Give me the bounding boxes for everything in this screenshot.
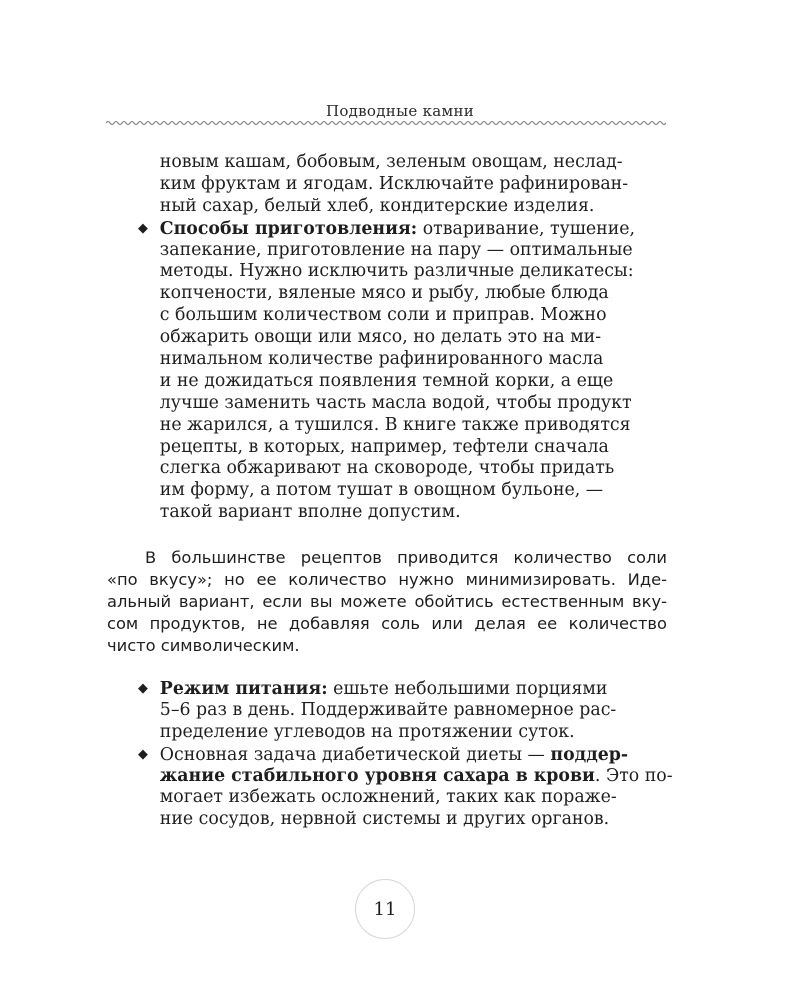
text-line: запекание, приготовление на пару — оптимальные: [159, 239, 633, 260]
text-line: обжарить овощи или мясо, но делать это на ми-: [159, 327, 602, 348]
diamond-bullet-icon: ◆: [138, 681, 148, 696]
text-line: слегка обжаривают на сковороде, чтобы придать: [159, 458, 615, 479]
page-number-badge: [355, 879, 415, 939]
bullet-emphasis: жание стабильного уровня сахара в крови: [159, 765, 595, 786]
text-line: с большим количеством соли и приправ. Можно: [159, 305, 607, 326]
text-line: рецепты, в которых, например, тефтели сначала: [159, 436, 609, 457]
text-line: 5–6 раз в день. Поддерживайте равномерное рас-: [159, 699, 617, 720]
text-line: им форму, а потом тушат в овощном бульоне, —: [159, 480, 604, 501]
diet-bullets-block-2: [138, 678, 678, 831]
text-line: ние сосудов, нервной системы и других органов.: [159, 809, 610, 830]
text-line: такой вариант вполне допустим.: [159, 502, 461, 523]
page-number: 11: [373, 898, 397, 920]
text-line: сом продуктов, не добавляя соль или делая ее количество: [107, 613, 667, 633]
diamond-bullet-icon: ◆: [138, 746, 148, 762]
text-line: и не дожидаться появления темной корки, а еще: [159, 370, 614, 391]
text-line: лучше заменить часть масла водой, чтобы продукт: [159, 392, 632, 413]
bullet-text: ешьте небольшими порциями: [327, 679, 608, 699]
bullet-emphasis: поддер-: [550, 744, 629, 765]
text-line: [138, 766, 673, 788]
bullet-text: Основная задача диабетической диеты —: [159, 744, 551, 765]
text-line: В большинстве рецептов приводится количество соли: [145, 548, 667, 567]
bullet-text: отваривание, тушение,: [417, 218, 636, 239]
bullet-label: Режим питания:: [159, 679, 328, 699]
text-line: копчености, вяленые мясо и рыбу, любые блюда: [159, 283, 609, 304]
text-line: нимальном количестве рафинированного масла: [159, 349, 604, 370]
bullet-item-cooking-methods: [138, 218, 673, 240]
text-line: методы. Нужно исключить различные деликатесы:: [159, 261, 634, 282]
bullet-item-diet-goal: [138, 744, 673, 766]
text-line: «по вкусу»; но ее количество нужно минимизировать. Иде-: [107, 569, 667, 589]
diet-bullets-block-1: [138, 152, 678, 524]
diamond-bullet-icon: ◆: [138, 220, 148, 236]
bullet-item-eating-regime: [138, 678, 673, 700]
wavy-rule-divider: [106, 118, 666, 128]
text-line: пределение углеводов на протяжении суток.: [159, 721, 575, 742]
text-line: новым кашам, бобовым, зеленым овощам, неслад-: [159, 152, 623, 172]
text-line: ный сахар, белый хлеб, кондитерские изделия.: [159, 195, 595, 216]
bullet-text: . Это по-: [594, 765, 673, 786]
text-line: ким фруктам и ягодам. Исключайте рафинирован-: [159, 173, 629, 194]
salt-paragraph: [107, 547, 667, 656]
text-line: не жарился, а тушился. В книге также приводятся: [159, 414, 631, 435]
bullet-label: Способы приготовления:: [159, 218, 418, 239]
text-line: альный вариант, если вы можете обойтись естественным вку-: [107, 591, 667, 611]
running-head: Подводные камни: [325, 102, 475, 120]
text-line: могает избежать осложнений, таких как пораже-: [159, 787, 617, 808]
text-line: чисто символическим.: [107, 635, 300, 655]
